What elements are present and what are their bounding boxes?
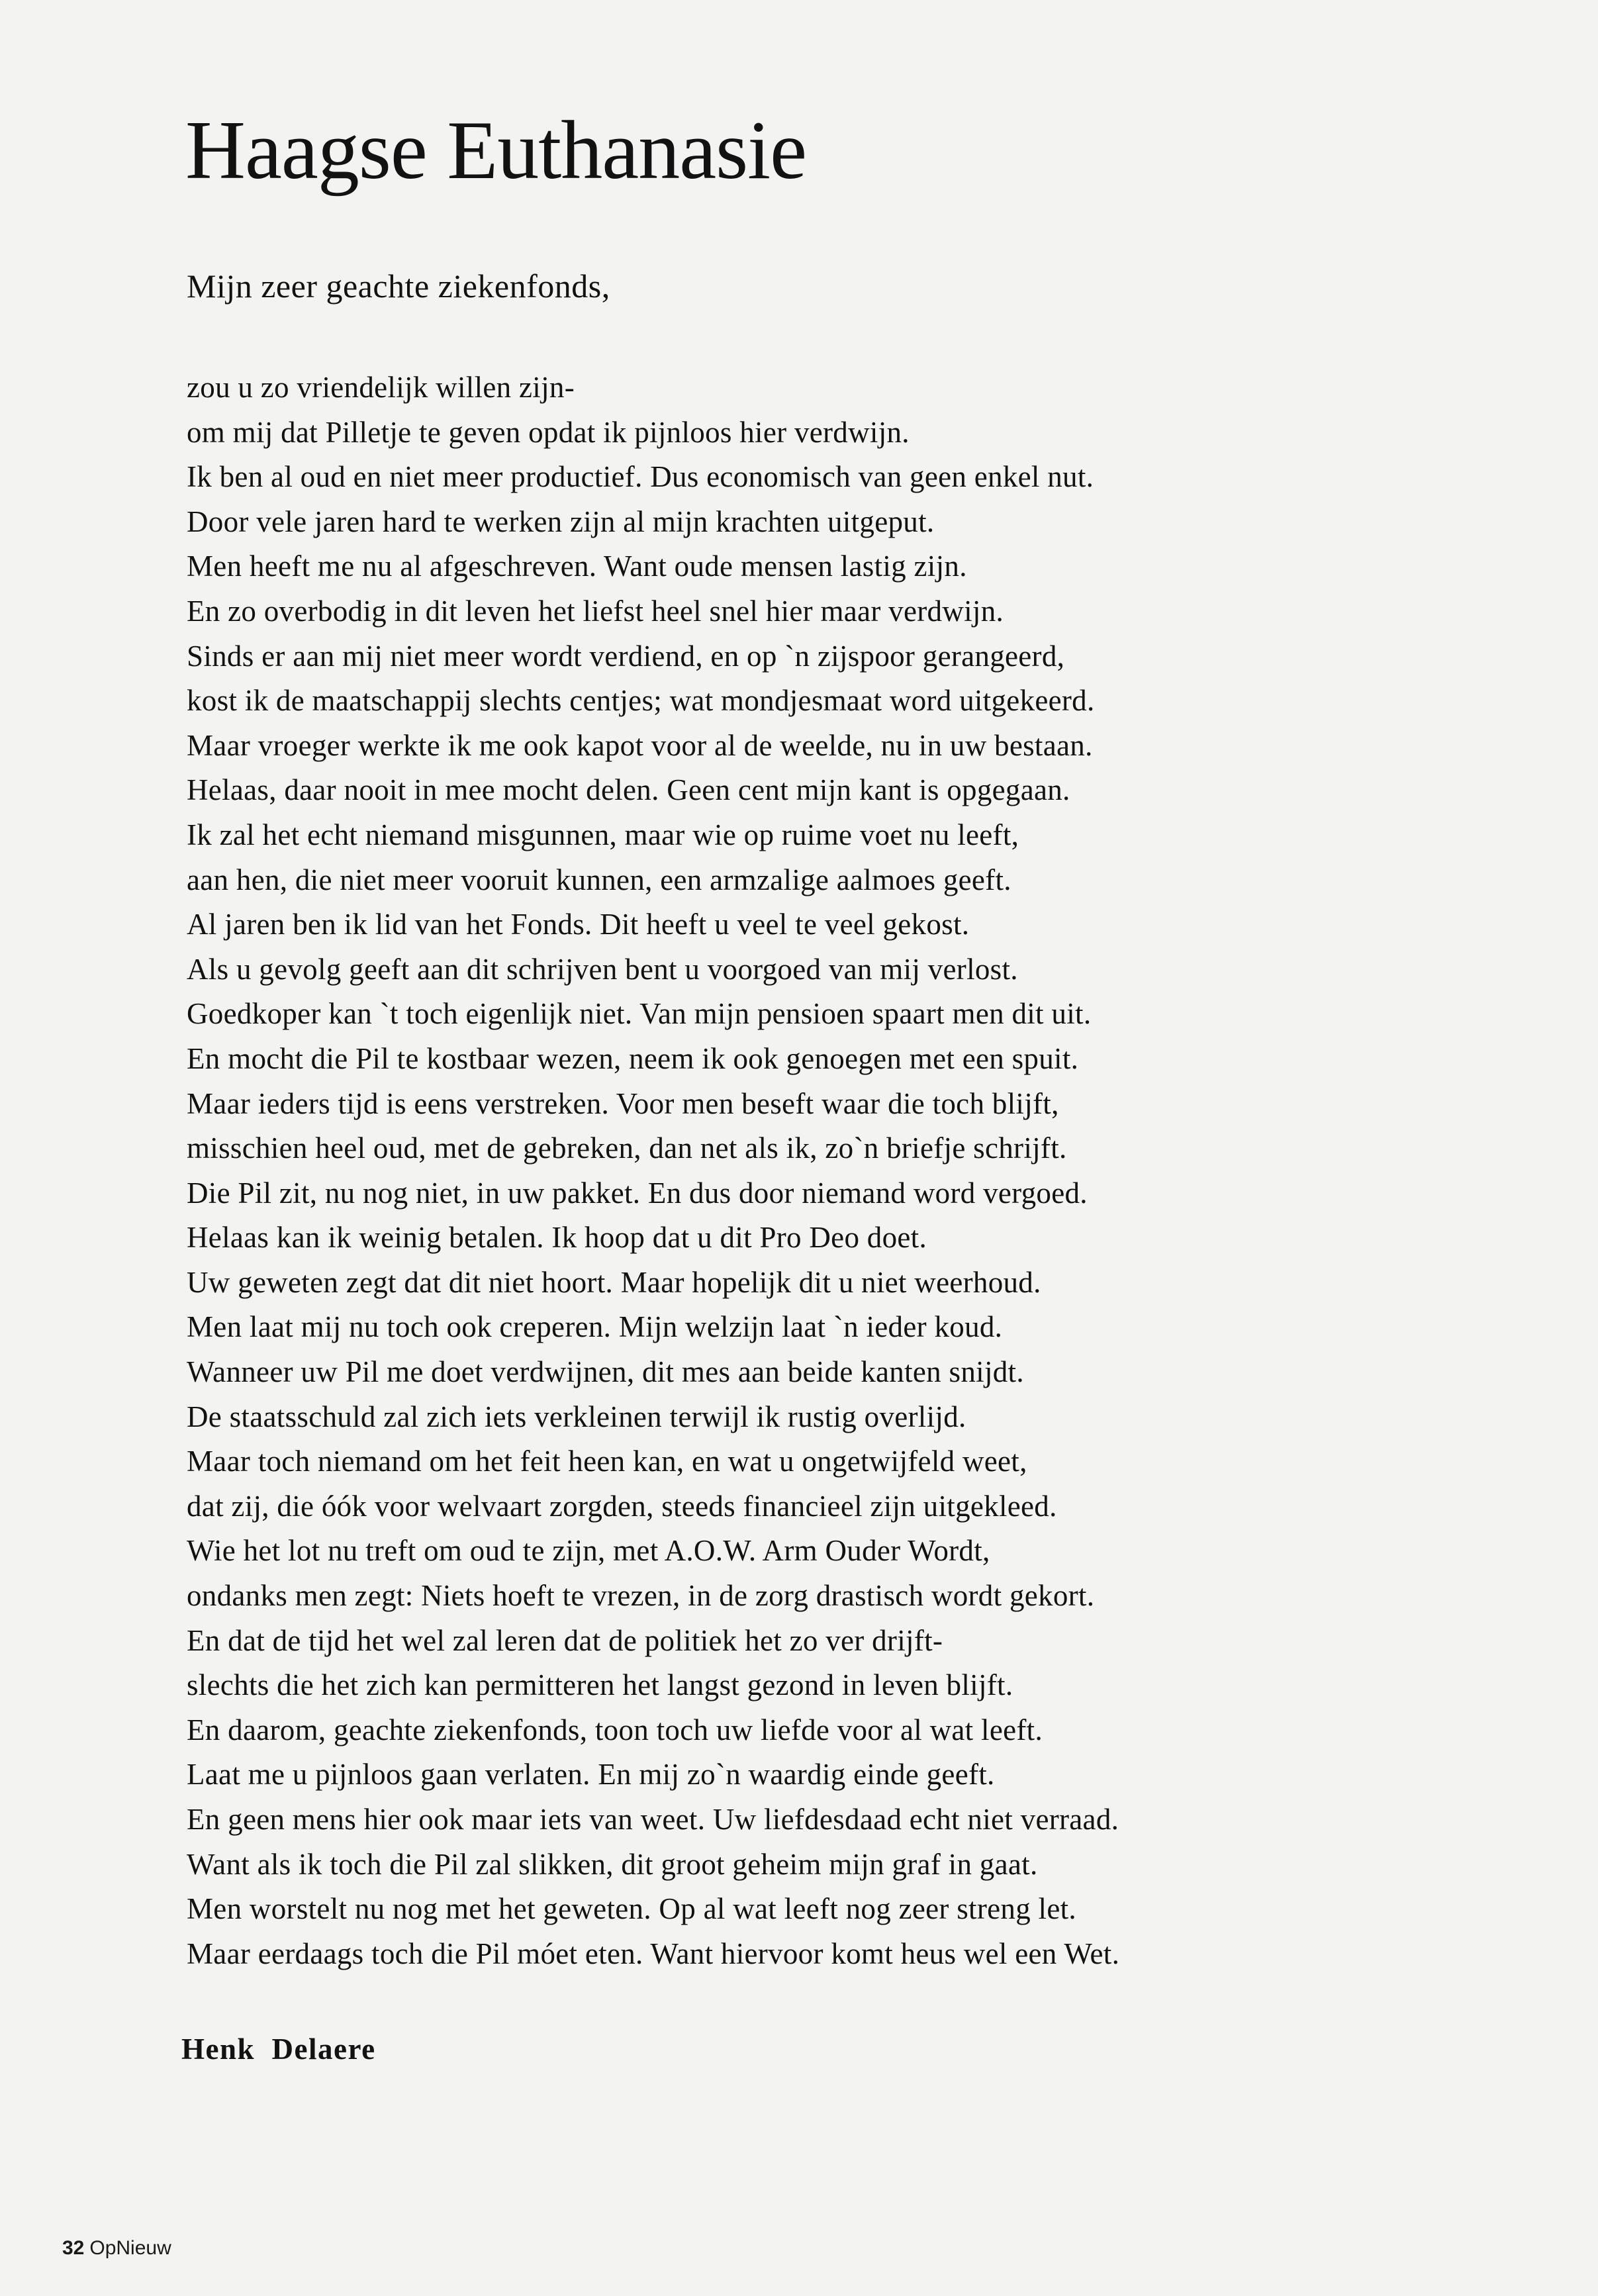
poem-line: Al jaren ben ik lid van het Fonds. Dit heeft u veel te veel gekost. xyxy=(187,908,970,941)
poem-line: Maar toch niemand om het feit heen kan, en wat u ongetwijfeld weet, xyxy=(187,1445,1027,1478)
poem-line: ondanks men zegt: Niets hoeft te vrezen, in de zorg drastisch wordt gekort. xyxy=(187,1579,1095,1613)
poem-line: Helaas, daar nooit in mee mocht delen. Geen cent mijn kant is opgegaan. xyxy=(187,773,1070,807)
poem-line: Men heeft me nu al afgeschreven. Want oude mensen lastig zijn. xyxy=(187,550,967,583)
poem-line: Ik zal het echt niemand misgunnen, maar wie op ruime voet nu leeft, xyxy=(187,818,1019,851)
poem-line: slechts die het zich kan permitteren het langst gezond in leven blijft. xyxy=(187,1668,1013,1702)
page-number: 32 xyxy=(62,2237,85,2259)
poem-line: Door vele jaren hard te werken zijn al mijn krachten uitgeput. xyxy=(187,504,935,538)
page-footer xyxy=(62,2236,171,2260)
poem-line: En zo overbodig in dit leven het liefst heel snel hier maar verdwijn. xyxy=(187,594,1004,628)
poem-line: Maar ieders tijd is eens verstreken. Voor men beseft waar die toch blijft, xyxy=(187,1086,1059,1120)
author-name: Henk Delaere xyxy=(181,2033,376,2066)
poem-line: Uw geweten zegt dat dit niet hoort. Maar hopelijk dit u niet weerhoud. xyxy=(187,1265,1041,1299)
salutation: Mijn zeer geachte ziekenfonds, xyxy=(187,267,610,305)
poem-line: Maar vroeger werkte ik me ook kapot voor al de weelde, nu in uw bestaan. xyxy=(187,728,1093,762)
poem-line: Die Pil zit, nu nog niet, in uw pakket. En dus door niemand word vergoed. xyxy=(187,1176,1088,1210)
poem-line: Wie het lot nu treft om oud te zijn, met A.O.W. Arm Ouder Wordt, xyxy=(187,1534,990,1568)
publication-name: OpNieuw xyxy=(89,2237,171,2259)
poem-line: dat zij, die óók voor welvaart zorgden, steeds financieel zijn uitgekleed. xyxy=(187,1489,1057,1523)
poem-line: Laat me u pijnloos gaan verlaten. En mij zo`n waardig einde geeft. xyxy=(187,1758,995,1792)
poem-line: En geen mens hier ook maar iets van weet. Uw liefdesdaad echt niet verraad. xyxy=(187,1803,1119,1836)
poem-line: misschien heel oud, met de gebreken, dan net als ik, zo`n briefje schrijft. xyxy=(187,1131,1067,1165)
poem-line: Helaas kan ik weinig betalen. Ik hoop dat u dit Pro Deo doet. xyxy=(187,1221,927,1255)
poem-line: Sinds er aan mij niet meer wordt verdiend, en op `n zijspoor gerangeerd, xyxy=(187,639,1065,673)
poem-line: kost ik de maatschappij slechts centjes; wat mondjesmaat word uitgekeerd. xyxy=(187,684,1095,718)
poem-line: En mocht die Pil te kostbaar wezen, neem ik ook genoegen met een spuit. xyxy=(187,1041,1079,1075)
poem-body xyxy=(187,365,1119,1976)
poem-line: Goedkoper kan `t toch eigenlijk niet. Van mijn pensioen spaart men dit uit. xyxy=(187,997,1092,1031)
poem-line: zou u zo vriendelijk willen zijn- xyxy=(187,371,575,404)
poem-line: En dat de tijd het wel zal leren dat de politiek het zo ver drijft- xyxy=(187,1623,943,1657)
poem-line: En daarom, geachte ziekenfonds, toon toch uw liefde voor al wat leeft. xyxy=(187,1713,1043,1746)
poem-line: De staatsschuld zal zich iets verkleinen terwijl ik rustig overlijd. xyxy=(187,1400,966,1433)
poem-line: Men worstelt nu nog met het geweten. Op al wat leeft nog zeer streng let. xyxy=(187,1892,1076,1926)
poem-line: Men laat mij nu toch ook creperen. Mijn welzijn laat `n ieder koud. xyxy=(187,1310,1003,1344)
poem-line: Wanneer uw Pil me doet verdwijnen, dit mes aan beide kanten snijdt. xyxy=(187,1355,1024,1389)
poem-line: aan hen, die niet meer vooruit kunnen, een armzalige aalmoes geeft. xyxy=(187,863,1011,896)
article-title: Haagse Euthanasie xyxy=(185,105,807,197)
poem-line: om mij dat Pilletje te geven opdat ik pijnloos hier verdwijn. xyxy=(187,415,910,449)
poem-line: Maar eerdaags toch die Pil móet eten. Want hiervoor komt heus wel een Wet. xyxy=(187,1937,1120,1970)
poem-line: Want als ik toch die Pil zal slikken, dit groot geheim mijn graf in gaat. xyxy=(187,1847,1038,1881)
poem-line: Ik ben al oud en niet meer productief. Dus economisch van geen enkel nut. xyxy=(187,460,1094,494)
poem-line: Als u gevolg geeft aan dit schrijven bent u voorgoed van mij verlost. xyxy=(187,952,1018,986)
